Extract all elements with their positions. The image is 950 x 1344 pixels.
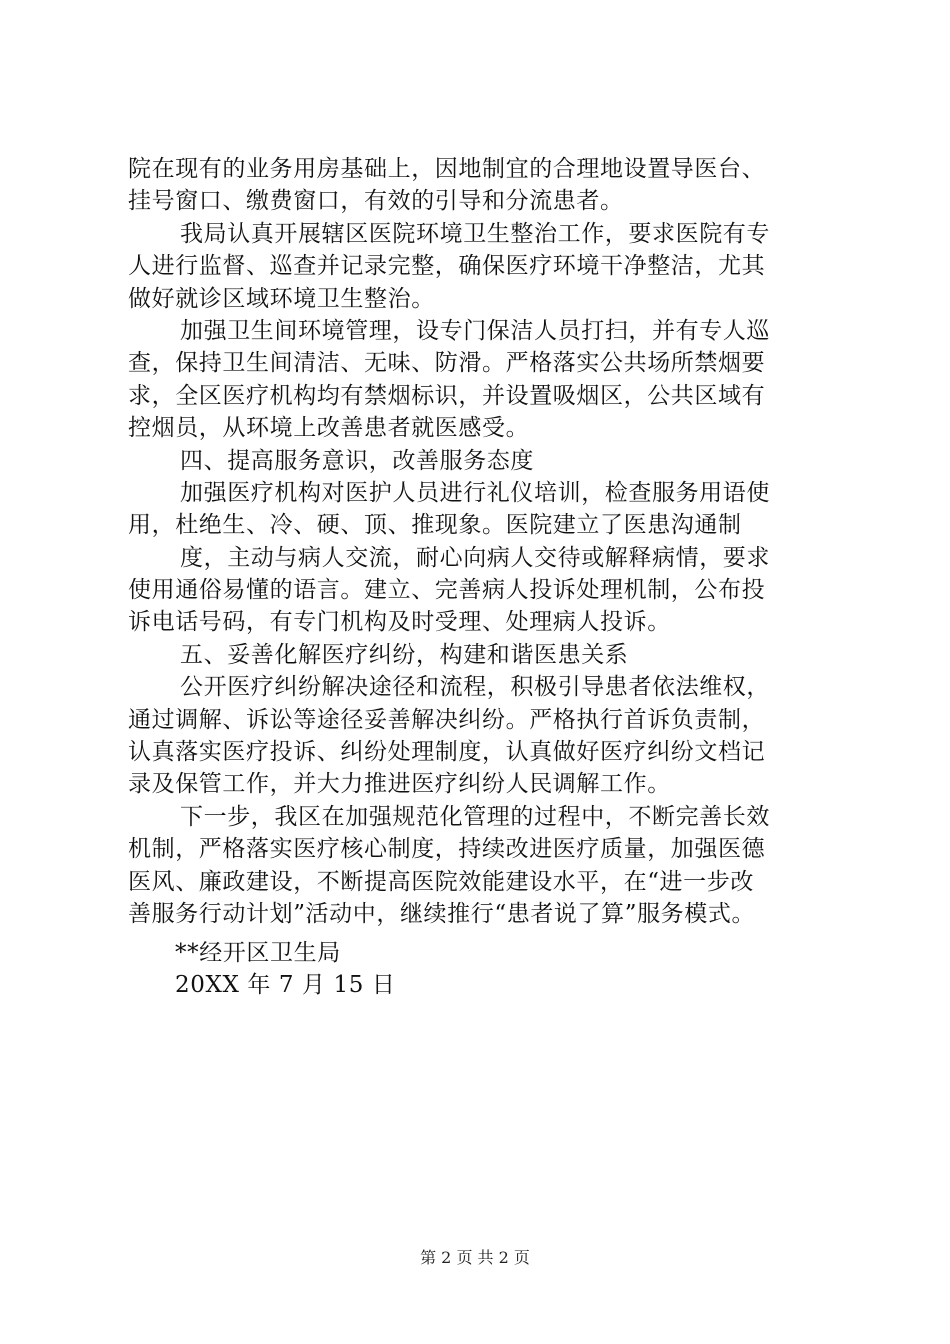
- body-line-5: 做好就诊区域环境卫生整治。: [128, 285, 435, 312]
- body-line-24: 善服务行动计划”活动中，继续推行“患者说了算”服务模式。: [128, 900, 756, 927]
- body-line-3: 我局认真开展辖区医院环境卫生整治工作，要求医院有专: [180, 220, 770, 247]
- page-footer: [0, 1245, 950, 1268]
- body-line-19: 认真落实医疗投诉、纠纷处理制度，认真做好医疗纠纷文档记: [128, 739, 766, 766]
- body-line-21: 下一步，我区在加强规范化管理的过程中，不断完善长效: [180, 803, 770, 830]
- section-heading-4: 四、提高服务意识，改善服务态度: [180, 447, 534, 474]
- section-heading-5: 五、妥善化解医疗纠纷，构建和谐医患关系: [180, 641, 629, 668]
- body-line-18: 通过调解、诉讼等途径妥善解决纠纷。严格执行首诉负责制，: [128, 706, 766, 733]
- page-number-label: 第 2 页 共 2 页: [420, 1248, 530, 1267]
- body-line-11: 加强医疗机构对医护人员进行礼仪培训，检查服务用语使: [180, 479, 770, 506]
- body-line-1: 院在现有的业务用房基础上，因地制宜的合理地设置导医台、: [128, 156, 766, 182]
- body-line-8: 求，全区医疗机构均有禁烟标识，并设置吸烟区，公共区域有: [128, 382, 766, 409]
- signature-organization: **经开区卫生局: [175, 940, 341, 966]
- body-line-12: 用，杜绝生、冷、硬、顶、推现象。医院建立了医患沟通制: [128, 512, 742, 539]
- body-line-7: 查，保持卫生间清洁、无味、防滑。严格落实公共场所禁烟要: [128, 350, 766, 377]
- signature-block: [175, 937, 395, 1002]
- body-line-13: 度，主动与病人交流，耐心向病人交待或解释病情，要求: [180, 544, 770, 571]
- body-line-14: 使用通俗易懂的语言。建立、完善病人投诉处理机制，公布投: [128, 577, 766, 604]
- body-line-15: 诉电话号码，有专门机构及时受理、处理病人投诉。: [128, 609, 671, 636]
- body-line-2: 挂号窗口、缴费窗口，有效的引导和分流患者。: [128, 188, 624, 215]
- document-body: [128, 153, 848, 930]
- body-line-20: 录及保管工作，并大力推进医疗纠纷人民调解工作。: [128, 771, 671, 798]
- body-line-22: 机制，严格落实医疗核心制度，持续改进医疗质量，加强医德: [128, 836, 766, 863]
- signature-date: 20XX 年 7 月 15 日: [175, 972, 396, 999]
- body-line-23: 医风、廉政建设，不断提高医院效能建设水平，在“进一步改: [128, 868, 754, 895]
- body-line-9: 控烟员，从环境上改善患者就医感受。: [128, 415, 530, 442]
- body-line-17: 公开医疗纠纷解决途径和流程，积极引导患者依法维权，: [180, 674, 770, 701]
- body-line-6: 加强卫生间环境管理，设专门保洁人员打扫，并有专人巡: [180, 317, 770, 344]
- body-line-4: 人进行监督、巡查并记录完整，确保医疗环境干净整洁，尤其: [128, 253, 766, 280]
